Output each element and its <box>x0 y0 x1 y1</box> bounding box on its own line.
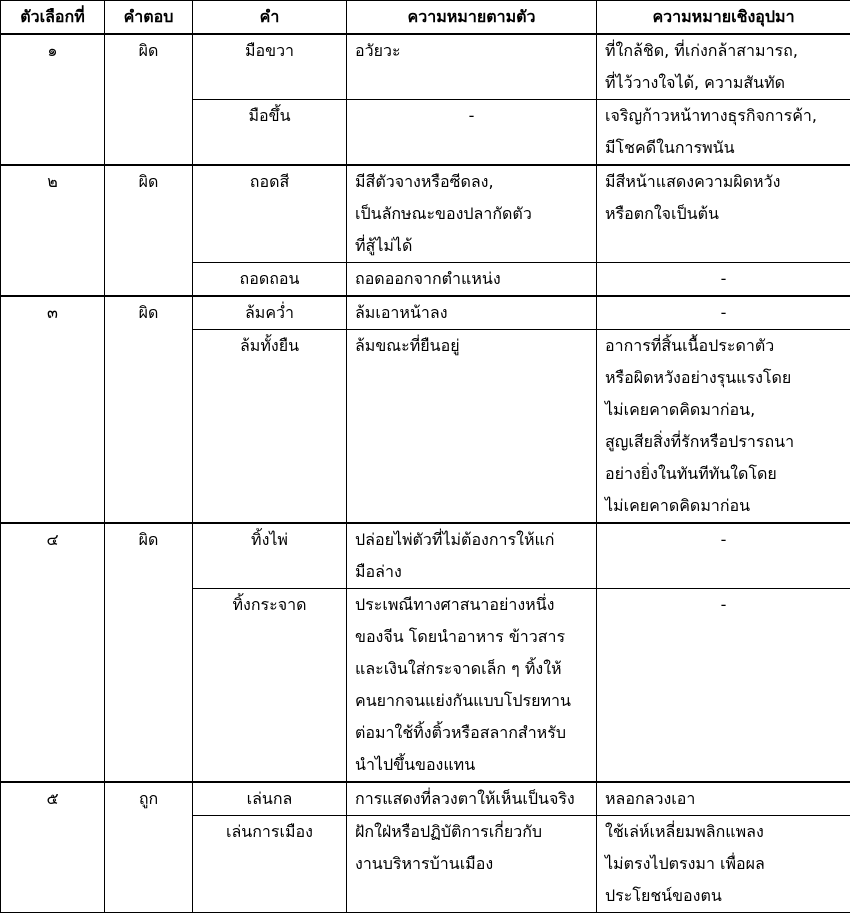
figurative-meaning-cell <box>597 782 850 816</box>
figurative-line: ประโยชน์ของตน <box>605 880 842 912</box>
figurative-meaning-cell <box>597 589 850 783</box>
word-cell: มือขวา <box>193 34 347 100</box>
table-body <box>1 34 850 913</box>
word-cell: ล้มคว่ำ <box>193 296 347 330</box>
option-number: ๔ <box>1 523 105 782</box>
figurative-line: ไม่เคยคาดคิดมาก่อน <box>605 490 842 522</box>
figurative-line: - <box>605 297 842 329</box>
literal-meaning-cell <box>347 330 597 524</box>
literal-line: - <box>355 100 588 132</box>
literal-meaning-cell <box>347 165 597 263</box>
literal-line: ประเพณีทางศาสนาอย่างหนึ่ง <box>355 589 588 621</box>
word-cell: ทิ้งกระจาด <box>193 589 347 783</box>
word-cell: มือขึ้น <box>193 100 347 166</box>
table-row <box>1 165 850 263</box>
figurative-line: มีโชคดีในการพนัน <box>605 132 842 164</box>
figurative-line: อย่างยิ่งในทันทีทันใดโดย <box>605 458 842 490</box>
literal-meaning-cell <box>347 34 597 100</box>
literal-line: เป็นลักษณะของปลากัดตัว <box>355 198 588 230</box>
figurative-line: สูญเสียสิ่งที่รักหรือปรารถนา <box>605 426 842 458</box>
figurative-meaning-cell <box>597 165 850 263</box>
figurative-line: เจริญก้าวหน้าทางธุรกิจการค้า, <box>605 100 842 132</box>
option-number: ๓ <box>1 296 105 523</box>
answer-cell: ถูก <box>105 782 193 913</box>
answer-cell: ผิด <box>105 165 193 296</box>
literal-line: ต่อมาใช้ทิ้งติ้วหรือสลากสำหรับ <box>355 717 588 749</box>
figurative-line: ที่ไว้วางใจได้, ความสันทัด <box>605 67 842 99</box>
figurative-line: หลอกลวงเอา <box>605 783 842 815</box>
figurative-line: หรือผิดหวังอย่างรุนแรงโดย <box>605 362 842 394</box>
header-option: ตัวเลือกที่ <box>1 1 105 35</box>
answer-cell: ผิด <box>105 523 193 782</box>
header-answer: คำตอบ <box>105 1 193 35</box>
figurative-line: ไม่เคยคาดคิดมาก่อน, <box>605 394 842 426</box>
header-figurative: ความหมายเชิงอุปมา <box>597 1 850 35</box>
literal-meaning-cell <box>347 589 597 783</box>
figurative-line: - <box>605 589 842 621</box>
figurative-line: - <box>605 263 842 295</box>
figurative-meaning-cell <box>597 523 850 589</box>
literal-line: อวัยวะ <box>355 35 588 67</box>
literal-line: ของจีน โดยนำอาหาร ข้าวสาร <box>355 621 588 653</box>
literal-line: ล้มขณะที่ยืนอยู่ <box>355 330 588 362</box>
word-cell: ถอดสี <box>193 165 347 263</box>
figurative-meaning-cell <box>597 34 850 100</box>
option-number: ๑ <box>1 34 105 165</box>
answer-cell: ผิด <box>105 34 193 165</box>
literal-meaning-cell <box>347 263 597 297</box>
table-row <box>1 523 850 589</box>
figurative-meaning-cell <box>597 263 850 297</box>
literal-meaning-cell <box>347 296 597 330</box>
word-cell: ถอดถอน <box>193 263 347 297</box>
figurative-meaning-cell <box>597 330 850 524</box>
figurative-line: ไม่ตรงไปตรงมา เพื่อผล <box>605 848 842 880</box>
figurative-meaning-cell <box>597 296 850 330</box>
figurative-line: ที่ใกล้ชิด, ที่เก่งกล้าสามารถ, <box>605 35 842 67</box>
literal-line: คนยากจนแย่งกันแบบโปรยทาน <box>355 685 588 717</box>
literal-meaning-cell <box>347 816 597 913</box>
word-cell: เล่นกล <box>193 782 347 816</box>
literal-line: ถอดออกจากตำแหน่ง <box>355 263 588 295</box>
figurative-meaning-cell <box>597 816 850 913</box>
figurative-meaning-cell <box>597 100 850 166</box>
literal-line: งานบริหารบ้านเมือง <box>355 848 588 880</box>
answer-cell: ผิด <box>105 296 193 523</box>
table-row <box>1 34 850 100</box>
option-number: ๕ <box>1 782 105 913</box>
literal-line: มีสีตัวจางหรือซีดลง, <box>355 166 588 198</box>
table-row <box>1 782 850 816</box>
literal-line: และเงินใส่กระจาดเล็ก ๆ ทิ้งให้ <box>355 653 588 685</box>
header-word: คำ <box>193 1 347 35</box>
header-row <box>1 1 850 35</box>
option-number: ๒ <box>1 165 105 296</box>
figurative-line: มีสีหน้าแสดงความผิดหวัง <box>605 166 842 198</box>
literal-line: ล้มเอาหน้าลง <box>355 297 588 329</box>
table-row <box>1 296 850 330</box>
word-cell: เล่นการเมือง <box>193 816 347 913</box>
literal-line: การแสดงที่ลวงตาให้เห็นเป็นจริง <box>355 783 588 815</box>
literal-line: ปล่อยไพ่ตัวที่ไม่ต้องการให้แก่ <box>355 524 588 556</box>
figurative-line: หรือตกใจเป็นต้น <box>605 198 842 230</box>
literal-line: ที่สู้ไม่ได้ <box>355 230 588 262</box>
header-literal: ความหมายตามตัว <box>347 1 597 35</box>
word-cell: ทิ้งไพ่ <box>193 523 347 589</box>
literal-meaning-cell <box>347 782 597 816</box>
literal-line: ฝักใฝ่หรือปฏิบัติการเกี่ยวกับ <box>355 816 588 848</box>
figurative-line: ใช้เล่ห์เหลี่ยมพลิกแพลง <box>605 816 842 848</box>
literal-meaning-cell <box>347 100 597 166</box>
literal-meaning-cell <box>347 523 597 589</box>
figurative-line: อาการที่สิ้นเนื้อประดาตัว <box>605 330 842 362</box>
word-cell: ล้มทั้งยืน <box>193 330 347 524</box>
literal-line: นำไปขึ้นของแทน <box>355 749 588 781</box>
literal-line: มือล่าง <box>355 556 588 588</box>
figurative-line: - <box>605 524 842 556</box>
